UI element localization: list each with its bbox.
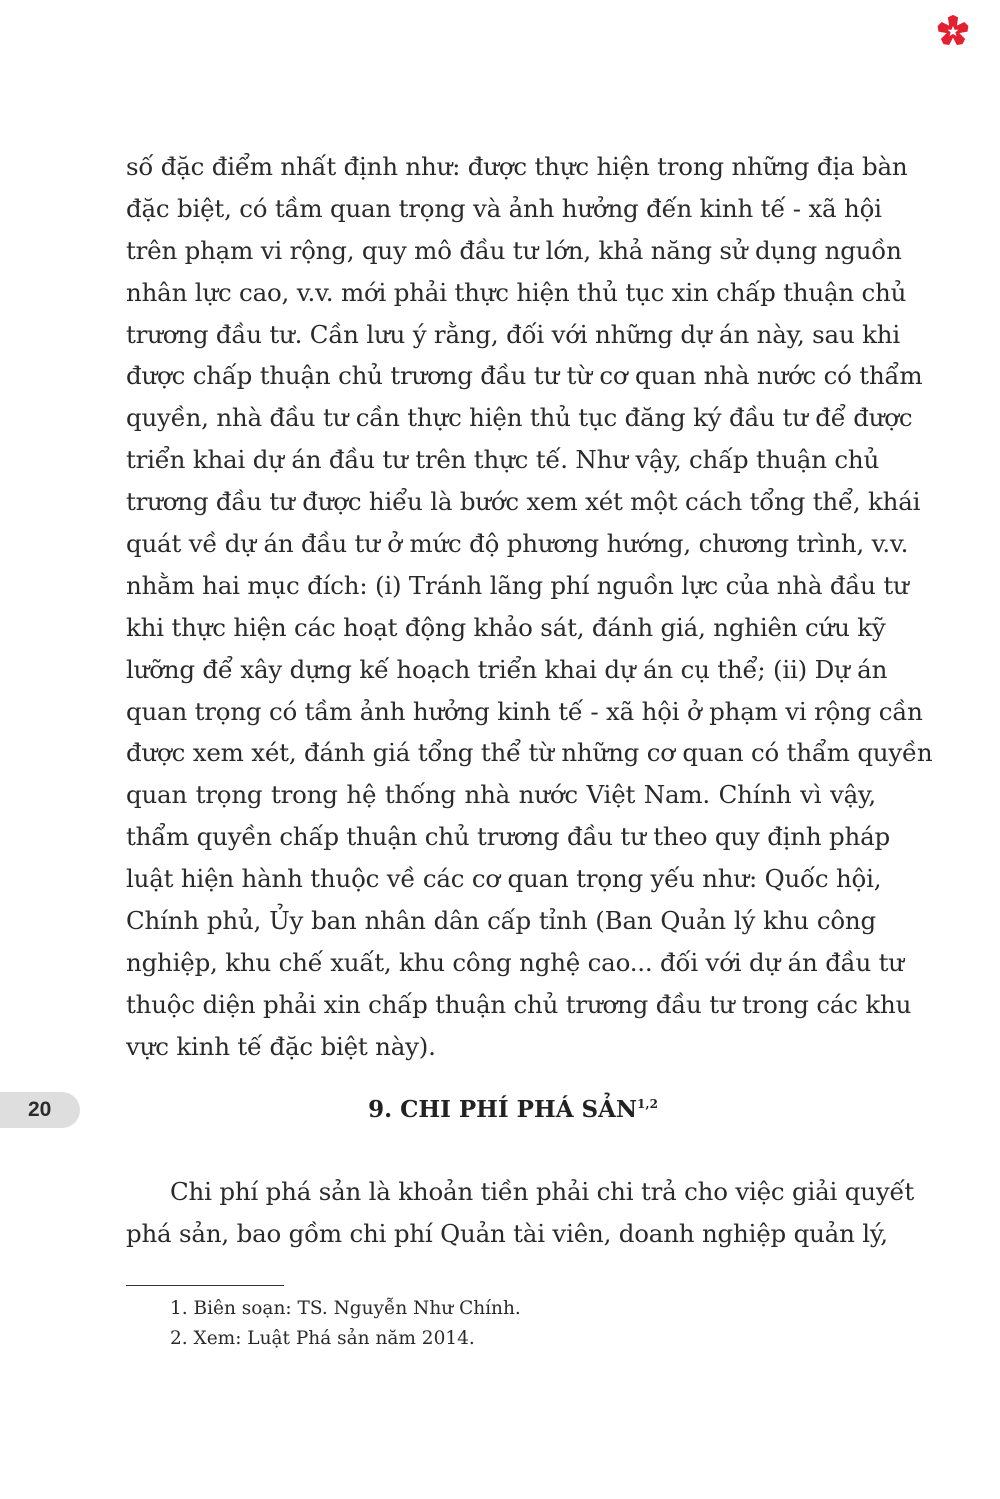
paragraph-line: Chính phủ, Ủy ban nhân dân cấp tỉnh (Ban Quản lý khu công — [126, 906, 876, 936]
paragraph-line: số đặc điểm nhất định như: được thực hiện trong những địa bàn — [126, 152, 908, 181]
paragraph-line: luật hiện hành thuộc về các cơ quan trọng yếu như: Quốc hội, — [126, 864, 882, 894]
paragraph-line: đặc biệt, có tầm quan trọng và ảnh hưởng đến kinh tế - xã hội — [126, 193, 882, 223]
section-heading-text: 9. CHI PHÍ PHÁ SẢN — [368, 1096, 638, 1123]
section-heading — [0, 1096, 1000, 1123]
paragraph-line: nghiệp, khu chế xuất, khu công nghệ cao... đối với dự án đầu tư — [126, 947, 904, 977]
paragraph-line: vực kinh tế đặc biệt này). — [126, 1031, 436, 1061]
paragraph-line: khi thực hiện các hoạt động khảo sát, đánh giá, nghiên cứu kỹ — [126, 612, 886, 642]
page-number: 20 — [28, 1098, 52, 1121]
paragraph-line: trương đầu tư. Cần lưu ý rằng, đối với những dự án này, sau khi — [126, 319, 900, 349]
paragraph-line: quyền, nhà đầu tư cần thực hiện thủ tục đăng ký đầu tư để được — [126, 403, 913, 433]
paragraph-line: thẩm quyền chấp thuận chủ trương đầu tư theo quy định pháp — [126, 822, 891, 852]
footnote-2: 2. Xem: Luật Phá sản năm 2014. — [170, 1328, 475, 1349]
paragraph-line: nhân lực cao, v.v. mới phải thực hiện thủ tục xin chấp thuận chủ — [126, 277, 907, 307]
paragraph-line: nhằm hai mục đích: (i) Tránh lãng phí nguồn lực của nhà đầu tư — [126, 570, 909, 600]
paragraph-line: quan trọng trong hệ thống nhà nước Việt Nam. Chính vì vậy, — [126, 780, 876, 810]
paragraph-line: trên phạm vi rộng, quy mô đầu tư lớn, khả năng sử dụng nguồn — [126, 235, 902, 265]
paragraph-line: quan trọng có tầm ảnh hưởng kinh tế - xã hội ở phạm vi rộng cần — [126, 696, 923, 726]
paragraph-line: triển khai dự án đầu tư trên thực tế. Như vậy, chấp thuận chủ — [126, 445, 880, 475]
paragraph-line: trương đầu tư được hiểu là bước xem xét một cách tổng thể, khái — [126, 487, 921, 517]
paragraph-line: được xem xét, đánh giá tổng thể từ những cơ quan có thẩm quyền — [126, 738, 933, 768]
publisher-logo-icon — [936, 14, 970, 48]
footnote-divider — [126, 1285, 284, 1286]
footnote-reference[interactable]: 1,2 — [637, 1097, 658, 1111]
paragraph-line: Chi phí phá sản là khoản tiền phải chi trả cho việc giải quyết — [170, 1177, 915, 1206]
paragraph-line: phá sản, bao gồm chi phí Quản tài viên, doanh nghiệp quản lý, — [126, 1218, 888, 1248]
paragraph-line: lưỡng để xây dựng kế hoạch triển khai dự án cụ thể; (ii) Dự án — [126, 654, 888, 684]
section-paragraph — [126, 1171, 915, 1255]
paragraph-line: thuộc diện phải xin chấp thuận chủ trương đầu tư trong các khu — [126, 989, 912, 1019]
paragraph-line: được chấp thuận chủ trương đầu tư từ cơ quan nhà nước có thẩm — [126, 361, 923, 391]
footnote-1: 1. Biên soạn: TS. Nguyễn Như Chính. — [170, 1298, 521, 1319]
paragraph-line: quát về dự án đầu tư ở mức độ phương hướng, chương trình, v.v. — [126, 529, 909, 559]
footnotes — [170, 1294, 521, 1354]
continued-paragraph — [126, 146, 933, 1068]
